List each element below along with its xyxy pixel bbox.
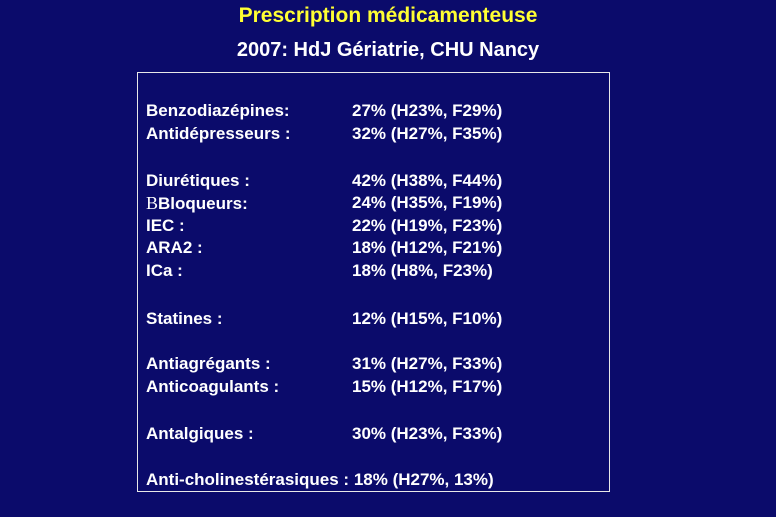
row-label: Diurétiques : <box>146 171 250 190</box>
row-value: 24% (H35%, F19%) <box>352 193 503 212</box>
row-value: 27% (H23%, F29%) <box>352 101 503 120</box>
row-value: 42% (H38%, F44%) <box>352 171 503 190</box>
row-label: Antiagrégants : <box>146 354 271 373</box>
row-value: 30% (H23%, F33%) <box>352 424 503 443</box>
row-label: Anti-cholinestérasiques : 18% (H27%, 13%) <box>146 470 494 489</box>
row-value: 18% (H12%, F21%) <box>352 238 503 257</box>
row-label <box>146 192 248 215</box>
beta-symbol: B <box>146 193 159 213</box>
row-label: Benzodiazépines: <box>146 101 290 120</box>
row-value: 12% (H15%, F10%) <box>352 309 503 328</box>
row-label: Antidépresseurs : <box>146 124 291 143</box>
row-label: Antalgiques : <box>146 424 254 443</box>
row-label: ICa : <box>146 261 183 280</box>
row-value: 31% (H27%, F33%) <box>352 354 503 373</box>
row-value: 18% (H8%, F23%) <box>352 261 493 280</box>
row-label: IEC : <box>146 216 185 235</box>
row-label: Anticoagulants : <box>146 377 280 396</box>
row-label: ARA2 : <box>146 238 203 257</box>
slide-title: Prescription médicamenteuse <box>238 4 538 27</box>
row-anticholinesterasiques <box>146 469 494 491</box>
row-label: Statines : <box>146 309 223 328</box>
row-value: 15% (H12%, F17%) <box>352 377 503 396</box>
row-value: 22% (H19%, F23%) <box>352 216 503 235</box>
row-label-text: Bloqueurs: <box>158 194 248 213</box>
row-value: 32% (H27%, F35%) <box>352 124 503 143</box>
slide-subtitle: 2007: HdJ Gériatrie, CHU Nancy <box>236 39 540 61</box>
